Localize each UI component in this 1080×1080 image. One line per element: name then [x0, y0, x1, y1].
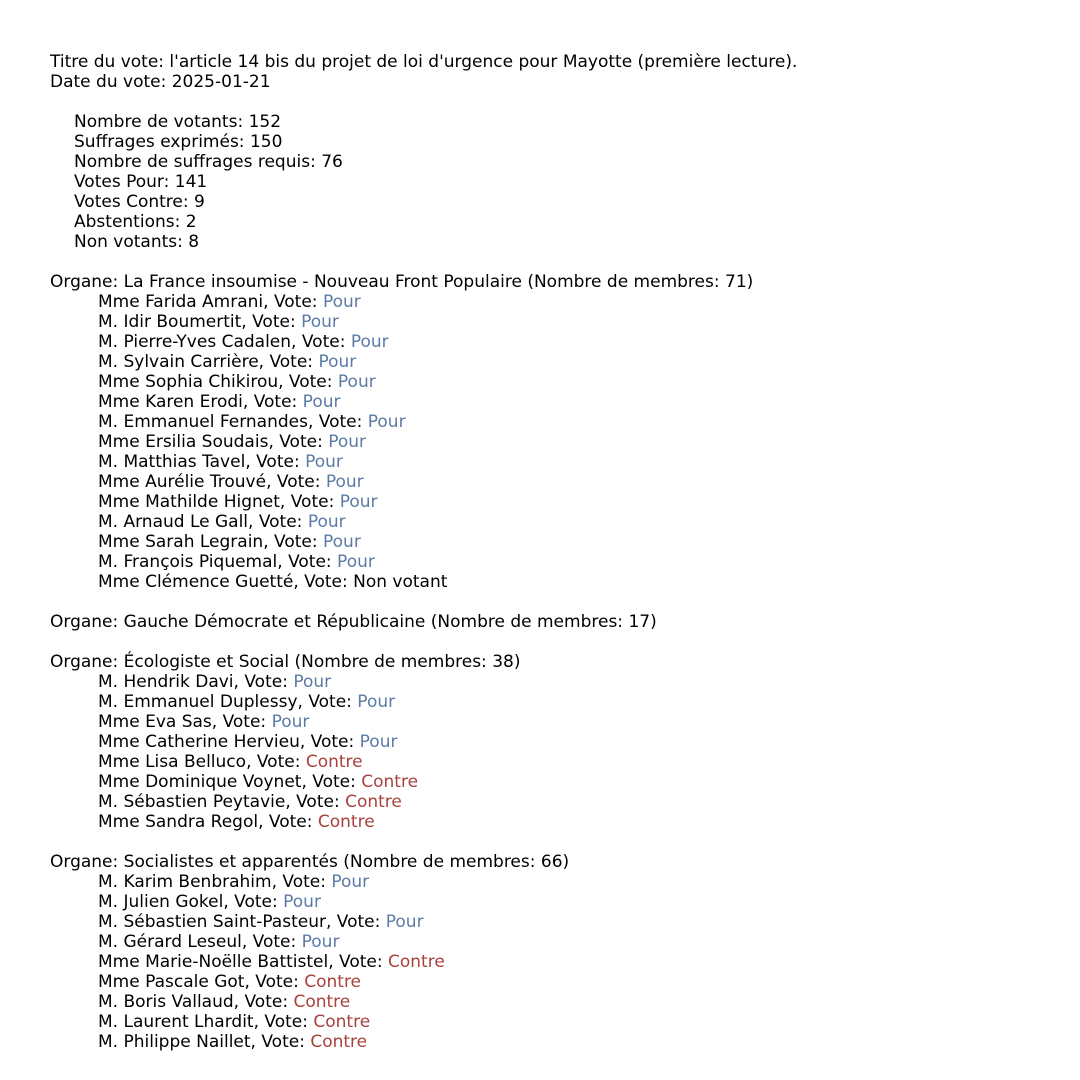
deputy-name: Mme Marie-Noëlle Battistel [98, 952, 329, 972]
deputy-name: M. Matthias Tavel [98, 452, 246, 472]
vote-date-line [50, 72, 1070, 92]
deputy-vote-label: , Vote: [233, 992, 294, 1012]
deputy-name: M. Boris Vallaud [98, 992, 234, 1012]
organe-label: Organe: [50, 852, 124, 872]
deputy-vote-label: , Vote: [278, 372, 338, 392]
deputy-row [50, 372, 1070, 392]
deputy-name: Mme Karen Erodi [98, 392, 243, 412]
stat-line [50, 212, 1070, 232]
organe-header [50, 612, 1070, 632]
deputy-row [50, 792, 1070, 812]
vote-date-label: Date du vote: [50, 72, 172, 92]
organe-header [50, 652, 1070, 672]
deputy-row [50, 712, 1070, 732]
vote-date: 2025-01-21 [171, 72, 271, 92]
deputy-vote-label: , Vote: [279, 492, 340, 512]
deputy-vote: Pour [302, 392, 341, 412]
deputy-vote-label: , Vote: [233, 672, 294, 692]
organe-members-label: (Nombre de membres: [337, 852, 541, 872]
deputy-vote-label: , Vote: [263, 532, 323, 552]
deputy-row [50, 732, 1070, 752]
deputy-row [50, 972, 1070, 992]
deputy-vote: Pour [293, 672, 332, 692]
deputy-vote-label: , Vote: [253, 1012, 314, 1032]
deputy-vote: Contre [304, 972, 362, 992]
deputy-vote-label: , Vote: [263, 292, 323, 312]
organe-members-suffix: ) [746, 272, 754, 292]
deputy-name: Mme Sandra Regol [98, 812, 259, 832]
deputy-row [50, 752, 1070, 772]
deputy-vote-label: , Vote: [244, 972, 305, 992]
deputy-vote-label: , Vote: [242, 392, 303, 412]
deputy-vote: Pour [337, 372, 376, 392]
deputy-row [50, 932, 1070, 952]
stat-value: 150 [249, 132, 283, 152]
deputy-name: M. Arnaud Le Gall [98, 512, 249, 532]
deputy-vote: Contre [313, 1012, 371, 1032]
deputy-row [50, 432, 1070, 452]
deputy-vote-label: , Vote: [293, 572, 354, 592]
deputy-vote: Pour [283, 892, 321, 912]
deputy-name: M. Karim Benbrahim [98, 872, 272, 892]
deputy-row [50, 472, 1070, 492]
organe-members-count: 17 [628, 612, 651, 632]
deputy-row [50, 492, 1070, 512]
stat-value: 8 [188, 232, 200, 252]
deputy-vote: Contre [293, 992, 351, 1012]
organe-label: Organe: [50, 652, 124, 672]
deputy-name: Mme Sarah Legrain [98, 532, 264, 552]
deputy-row [50, 772, 1070, 792]
deputy-row [50, 332, 1070, 352]
deputy-vote: Pour [337, 552, 375, 572]
deputy-vote: Pour [331, 872, 370, 892]
deputy-row [50, 552, 1070, 572]
deputy-vote-label: , Vote: [245, 452, 306, 472]
deputy-name: Mme Sophia Chikirou [98, 372, 279, 392]
vote-title: l'article 14 bis du projet de loi d'urgence pour Mayotte (première lecture). [169, 52, 798, 72]
deputy-row [50, 392, 1070, 412]
organe-members-label: (Nombre de membres: [521, 272, 725, 292]
deputy-name: M. Emmanuel Duplessy [98, 692, 298, 712]
deputy-row [50, 872, 1070, 892]
deputy-name: Mme Mathilde Hignet [98, 492, 280, 512]
deputy-vote-label: , Vote: [325, 912, 386, 932]
deputy-vote: Pour [367, 412, 406, 432]
stat-line [50, 172, 1070, 192]
deputy-vote-label: , Vote: [241, 312, 302, 332]
spacer [50, 632, 1070, 652]
deputy-vote-label: , Vote: [301, 772, 362, 792]
deputy-vote-label: , Vote: [258, 812, 318, 832]
stat-value: 2 [185, 212, 197, 232]
stat-label: Abstentions: [74, 212, 186, 232]
deputy-vote: Contre [310, 1032, 368, 1052]
organe-members-label: (Nombre de membres: [289, 652, 493, 672]
deputy-vote: Pour [305, 452, 343, 472]
stat-value: 76 [321, 152, 343, 172]
deputy-name: M. Emmanuel Fernandes [98, 412, 308, 432]
deputy-vote-label: , Vote: [285, 792, 346, 812]
stat-line [50, 232, 1070, 252]
deputy-vote-label: , Vote: [211, 712, 272, 732]
deputy-vote-label: , Vote: [271, 872, 332, 892]
deputy-row [50, 952, 1070, 972]
deputy-vote-label: , Vote: [291, 332, 351, 352]
deputy-vote: Contre [388, 952, 445, 972]
deputy-row [50, 692, 1070, 712]
deputy-name: Mme Pascale Got [98, 972, 245, 992]
deputy-vote: Pour [301, 312, 339, 332]
deputy-row [50, 532, 1070, 552]
organe-members-label: (Nombre de membres: [425, 612, 629, 632]
deputy-row [50, 412, 1070, 432]
deputy-row [50, 992, 1070, 1012]
deputy-vote-label: , Vote: [297, 692, 358, 712]
organe-name: Écologiste et Social [123, 652, 290, 672]
deputy-row [50, 312, 1070, 332]
organe-members-suffix: ) [562, 852, 570, 872]
stat-line [50, 152, 1070, 172]
deputy-vote: Pour [323, 532, 361, 552]
spacer [50, 252, 1070, 272]
deputy-vote-label: , Vote: [266, 472, 326, 492]
deputy-name: Mme Eva Sas [98, 712, 212, 732]
deputy-name: M. Sébastien Peytavie [98, 792, 286, 812]
deputy-vote: Pour [385, 912, 424, 932]
stat-line [50, 132, 1070, 152]
organe-name: Socialistes et apparentés [123, 852, 338, 872]
deputy-row [50, 1032, 1070, 1052]
vote-title-label: Titre du vote: [50, 52, 170, 72]
vote-title-line [50, 52, 1070, 72]
organe-members-count: 71 [725, 272, 747, 292]
organe-members-suffix: ) [650, 612, 657, 632]
deputy-vote: Contre [317, 812, 375, 832]
organe-members-suffix: ) [513, 652, 521, 672]
stat-line [50, 192, 1070, 212]
deputy-vote: Pour [307, 512, 346, 532]
deputy-vote-label: , Vote: [328, 952, 388, 972]
deputy-name: M. Idir Boumertit [98, 312, 242, 332]
organe-label: Organe: [50, 272, 124, 292]
stat-label: Suffrages exprimés: [74, 132, 250, 152]
deputy-vote-label: , Vote: [268, 432, 329, 452]
deputy-vote: Pour [322, 292, 361, 312]
stat-line [50, 112, 1070, 132]
deputy-vote-label: , Vote: [250, 1032, 311, 1052]
deputy-vote: Pour [357, 692, 396, 712]
deputy-vote-label: , Vote: [258, 352, 319, 372]
organes-list [50, 272, 1070, 1052]
stat-value: 9 [194, 192, 205, 212]
deputy-vote: Pour [328, 432, 367, 452]
organe-members-count: 38 [492, 652, 514, 672]
deputy-name: Mme Dominique Voynet [98, 772, 302, 792]
deputy-vote-label: , Vote: [246, 752, 306, 772]
stat-value: 152 [248, 112, 282, 132]
deputy-vote-label: , Vote: [248, 512, 308, 532]
deputy-vote-label: , Vote: [241, 932, 302, 952]
deputy-name: Mme Lisa Belluco [98, 752, 247, 772]
stat-label: Votes Contre: [74, 192, 195, 212]
deputy-row [50, 452, 1070, 472]
deputy-vote: Contre [305, 752, 363, 772]
deputy-name: M. Sébastien Saint-Pasteur [98, 912, 326, 932]
organe-header [50, 272, 1070, 292]
stat-label: Votes Pour: [74, 172, 175, 192]
deputy-vote: Pour [339, 492, 378, 512]
stat-label: Nombre de suffrages requis: [74, 152, 322, 172]
deputy-vote: Pour [301, 932, 340, 952]
deputy-vote: Non votant [353, 572, 448, 592]
deputy-vote: Pour [318, 352, 357, 372]
spacer [50, 592, 1070, 612]
deputy-name: M. Pierre-Yves Cadalen [98, 332, 292, 352]
organe-members-count: 66 [540, 852, 563, 872]
deputy-name: M. Gérard Leseul [98, 932, 242, 952]
vote-stats [50, 112, 1070, 252]
deputy-vote: Pour [350, 332, 389, 352]
deputy-name: Mme Aurélie Trouvé [98, 472, 267, 492]
deputy-row [50, 292, 1070, 312]
spacer [50, 832, 1070, 852]
organe-name: Gauche Démocrate et Républicaine [123, 612, 426, 632]
deputy-row [50, 572, 1070, 592]
vote-document [50, 52, 1070, 1052]
deputy-name: Mme Clémence Guetté [98, 572, 294, 592]
deputy-row [50, 912, 1070, 932]
deputy-row [50, 1012, 1070, 1032]
deputy-row [50, 812, 1070, 832]
stat-value: 141 [174, 172, 208, 192]
deputy-name: Mme Ersilia Soudais [98, 432, 269, 452]
spacer [50, 92, 1070, 112]
deputy-vote: Contre [361, 772, 419, 792]
deputy-vote-label: , Vote: [277, 552, 338, 572]
organe-label: Organe: [50, 612, 124, 632]
deputy-row [50, 892, 1070, 912]
deputy-name: M. Hendrik Davi [98, 672, 234, 692]
deputy-row [50, 512, 1070, 532]
deputy-name: M. Philippe Naillet [98, 1032, 251, 1052]
deputy-vote: Pour [359, 732, 398, 752]
deputy-vote-label: , Vote: [299, 732, 360, 752]
deputy-name: Mme Catherine Hervieu [98, 732, 300, 752]
deputy-name: M. Julien Gokel [98, 892, 224, 912]
deputy-name: M. Laurent Lhardit [98, 1012, 254, 1032]
deputy-row [50, 352, 1070, 372]
stat-label: Nombre de votants: [74, 112, 249, 132]
deputy-vote: Pour [325, 472, 364, 492]
deputy-name: M. François Piquemal [98, 552, 278, 572]
organe-header [50, 852, 1070, 872]
deputy-vote: Contre [345, 792, 402, 812]
organe-name: La France insoumise - Nouveau Front Populaire [123, 272, 522, 292]
stat-label: Non votants: [74, 232, 189, 252]
deputy-row [50, 672, 1070, 692]
deputy-name: M. Sylvain Carrière [98, 352, 259, 372]
deputy-vote-label: , Vote: [223, 892, 284, 912]
deputy-name: Mme Farida Amrani [98, 292, 264, 312]
deputy-vote-label: , Vote: [307, 412, 368, 432]
deputy-vote: Pour [271, 712, 310, 732]
